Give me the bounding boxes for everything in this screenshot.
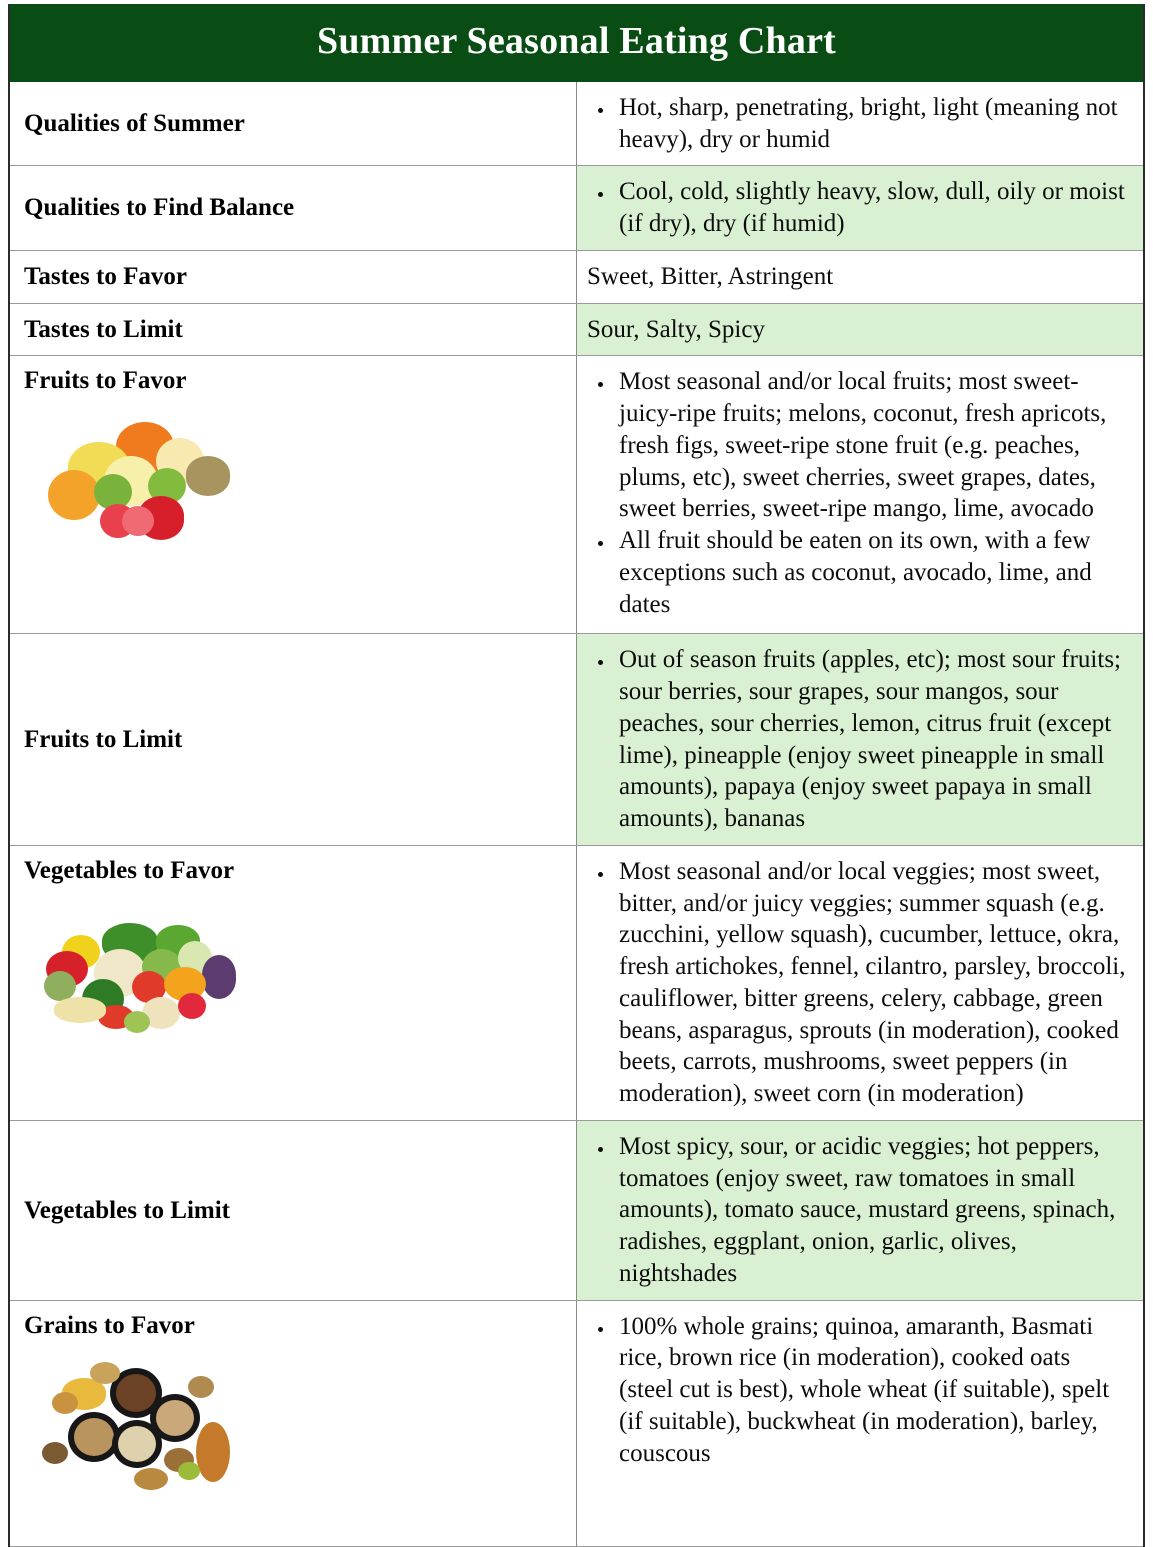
- page-title: Summer Seasonal Eating Chart: [9, 4, 1144, 82]
- row-content-cell: [577, 1120, 1145, 1300]
- row-content-cell: [577, 1300, 1145, 1546]
- row-content-cell: [577, 634, 1145, 846]
- row-content-cell: [577, 303, 1145, 356]
- bullet-list: [587, 176, 1127, 240]
- photo-element: [188, 1376, 214, 1398]
- row-content-cell: [577, 82, 1145, 166]
- bullet-item: • All fruit should be eaten on its own, with a few exceptions such as coconut, avocado, lime, and dates: [615, 525, 1127, 620]
- row-label: Vegetables to Favor: [24, 856, 235, 884]
- row-content-cell: [577, 845, 1145, 1120]
- photo-element: [90, 1362, 120, 1384]
- row-label: Tastes to Limit: [24, 315, 183, 343]
- seasonal-eating-table: [8, 4, 1145, 1547]
- bullet-item: • Most seasonal and/or local fruits; most sweet-juicy-ripe fruits; melons, coconut, fresh apricots, fresh figs, sweet-ripe stone fruit (e.g. peaches, plums, etc), sweet cherries, sweet grapes, dates, sweet berries, sweet-ripe mango, lime, avocado: [615, 366, 1127, 525]
- photo-element: [178, 993, 206, 1019]
- row-label-cell: [9, 845, 577, 1120]
- vegetable-photo: [24, 901, 254, 1051]
- row-label-cell: [9, 1300, 577, 1546]
- photo-element: [52, 1392, 78, 1414]
- photo-element: [54, 997, 106, 1023]
- row-label-cell: [9, 634, 577, 846]
- grains-photo: [24, 1356, 254, 1506]
- table-row: [9, 82, 1144, 166]
- row-label: Fruits to Favor: [24, 367, 187, 395]
- bullet-item: • Cool, cold, slightly heavy, slow, dull, oily or moist (if dry), dry (if humid): [615, 176, 1127, 240]
- table-row: [9, 1120, 1144, 1300]
- photo-element: [74, 1418, 114, 1456]
- photo-element: [178, 1462, 200, 1480]
- fruit-photo: [24, 412, 254, 562]
- photo-element: [196, 1422, 230, 1482]
- row-content-text: Sour, Salty, Spicy: [587, 315, 765, 343]
- bullet-item: • Most seasonal and/or local veggies; most sweet, bitter, and/or juicy veggies; summer squash (e.g. zucchini, yellow squash), cucumber, lettuce, okra, fresh artichokes, fennel, cilantro, parsley, broccoli, cauliflower, bitter greens, celery, cabbage, green beans, asparagus, sprouts (in moderation), cooked beets, carrots, mushrooms, sweet peppers (in moderation), sweet corn (in moderation): [615, 856, 1127, 1110]
- row-label-cell: [9, 250, 577, 303]
- row-label: Qualities to Find Balance: [24, 194, 295, 222]
- row-label: Fruits to Limit: [24, 725, 183, 753]
- row-label: Tastes to Favor: [24, 263, 187, 291]
- photo-element: [134, 1468, 168, 1490]
- bullet-list: [587, 366, 1127, 620]
- table-row: [9, 250, 1144, 303]
- bullet-list: [587, 1311, 1127, 1470]
- table-row: [9, 356, 1144, 634]
- row-content-cell: [577, 356, 1145, 634]
- photo-element: [202, 955, 236, 999]
- row-label: Grains to Favor: [24, 1311, 195, 1339]
- bullet-item: • Most spicy, sour, or acidic veggies; hot peppers, tomatoes (enjoy sweet, raw tomatoes in small amounts), tomato sauce, mustard greens, spinach, radishes, eggplant, onion, garlic, olives, nightshades: [615, 1131, 1127, 1290]
- photo-element: [42, 1442, 68, 1464]
- bullet-item: • Hot, sharp, penetrating, bright, light (meaning not heavy), dry or humid: [615, 92, 1127, 156]
- row-label-cell: [9, 166, 577, 251]
- row-content-text: Sweet, Bitter, Astringent: [587, 262, 834, 290]
- table-title-row: [9, 4, 1144, 82]
- bullet-list: [587, 1131, 1127, 1290]
- bullet-item: • Out of season fruits (apples, etc); most sour fruits; sour berries, sour grapes, sour mangos, sour peaches, sour cherries, lemon, citrus fruit (except lime), pineapple (enjoy sweet pineapple in small amounts), papaya (enjoy sweet papaya in small amounts), bananas: [615, 644, 1127, 835]
- photo-element: [48, 470, 100, 520]
- row-content-cell: [577, 166, 1145, 251]
- row-content-cell: [577, 250, 1145, 303]
- photo-canvas: [38, 901, 256, 1047]
- bullet-list: [587, 92, 1127, 156]
- table-row: [9, 303, 1144, 356]
- photo-element: [124, 1011, 150, 1033]
- bullet-list: [587, 856, 1127, 1110]
- photo-element: [122, 506, 154, 536]
- row-label: Qualities of Summer: [24, 109, 245, 137]
- photo-element: [118, 1426, 156, 1462]
- row-label: Vegetables to Limit: [24, 1196, 230, 1224]
- table-row: [9, 1300, 1144, 1546]
- photo-canvas: [38, 412, 256, 558]
- photo-canvas: [38, 1356, 256, 1502]
- row-label-cell: [9, 1120, 577, 1300]
- table-row: [9, 634, 1144, 846]
- row-label-cell: [9, 82, 577, 166]
- bullet-item: • 100% whole grains; quinoa, amaranth, Basmati rice, brown rice (in moderation), cooked oats (steel cut is best), whole wheat (if suitable), spelt (if suitable), buckwheat (in moderation), barley, couscous: [615, 1311, 1127, 1470]
- photo-element: [156, 1400, 194, 1436]
- row-label-cell: [9, 356, 577, 634]
- photo-element: [186, 456, 230, 496]
- photo-element: [116, 1374, 156, 1412]
- row-label-cell: [9, 303, 577, 356]
- table-row: [9, 845, 1144, 1120]
- bullet-list: [587, 644, 1127, 835]
- table-row: [9, 166, 1144, 251]
